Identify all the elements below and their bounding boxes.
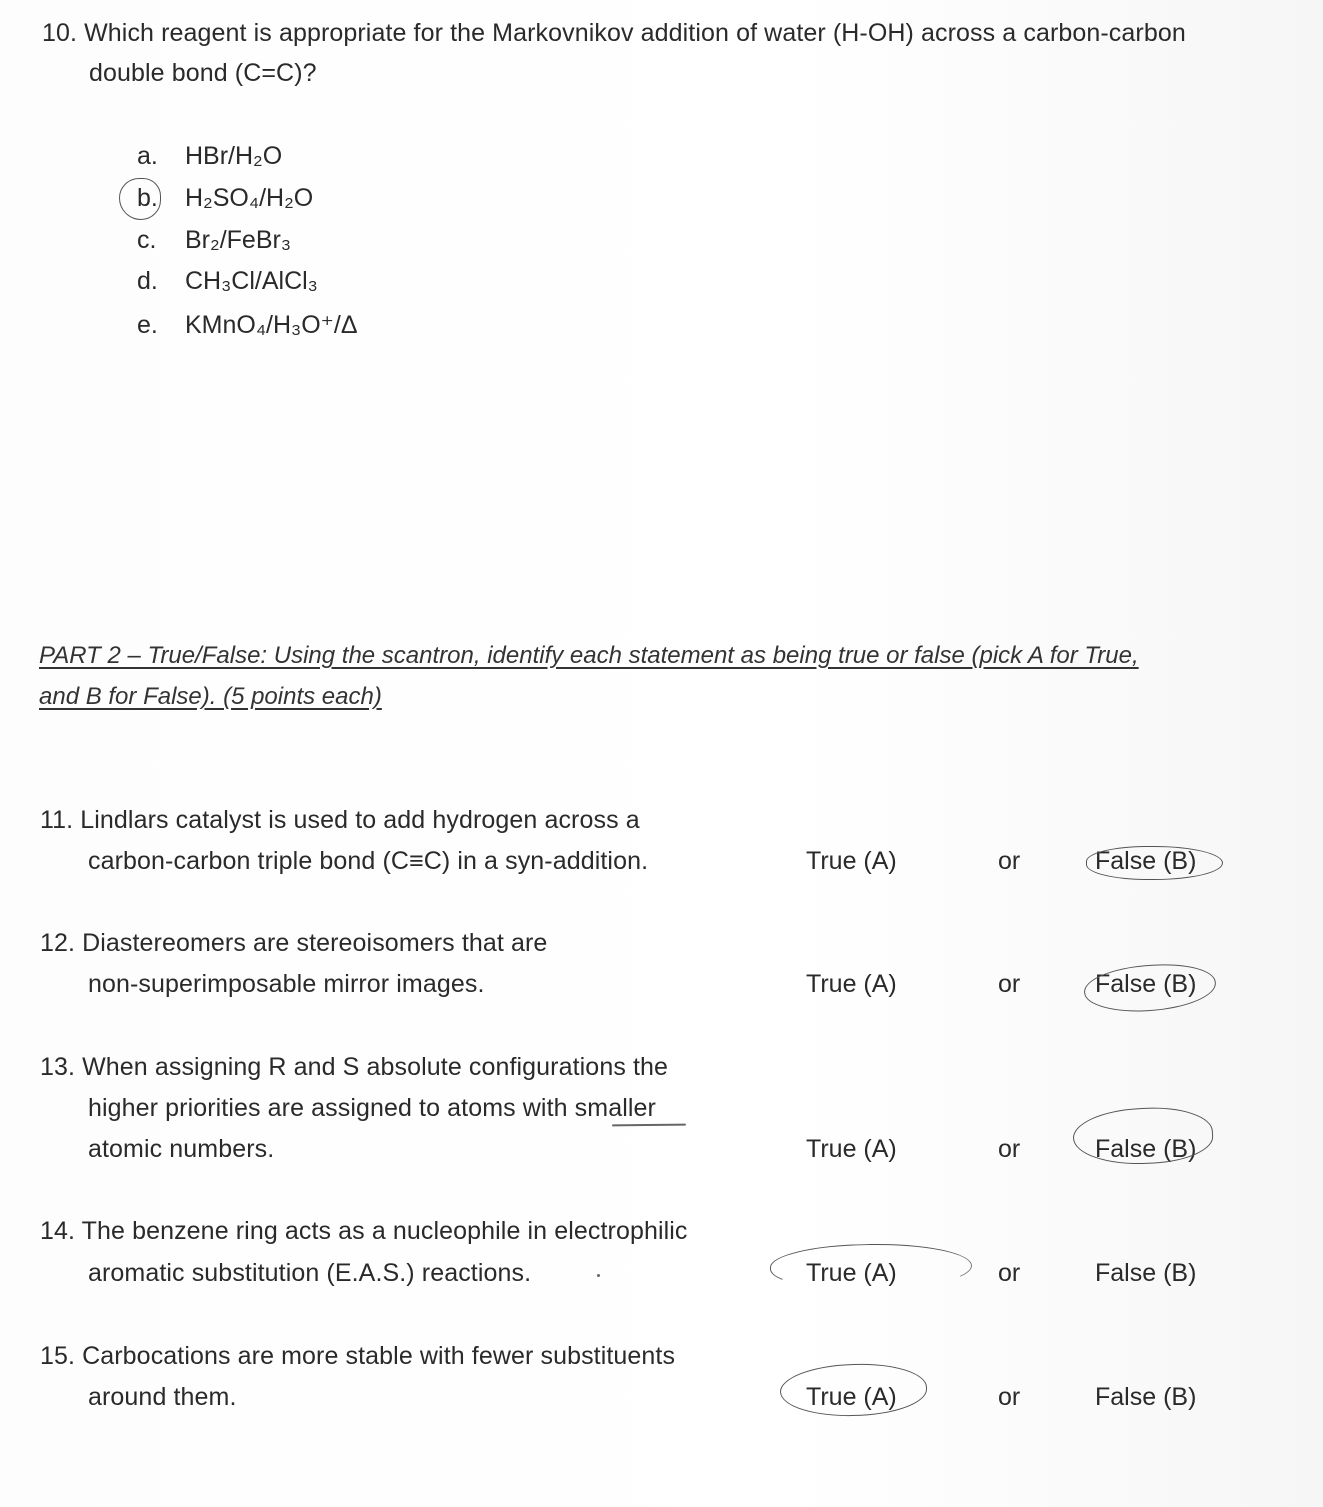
q15-false-option: False (B): [1095, 1383, 1197, 1411]
part2-instructions-line-1: PART 2 – True/False: Using the scantron, identify each statement as being true or false (pick A for True,: [39, 642, 1139, 669]
q10-option-a-letter: a.: [137, 142, 158, 170]
q10-line-2: double bond (C=C)?: [89, 59, 317, 87]
q12-true-option: True (A): [806, 970, 897, 998]
q14-true-option: True (A): [806, 1259, 897, 1287]
q15-or: or: [998, 1383, 1021, 1411]
q14-line-1: 14. The benzene ring acts as a nucleophile in electrophilic: [40, 1217, 688, 1245]
q13-or: or: [998, 1135, 1021, 1163]
q12-false-option: False (B): [1095, 970, 1197, 998]
q11-line-2: carbon-carbon triple bond (C≡C) in a syn-addition.: [88, 847, 649, 875]
q10-option-e-letter: e.: [137, 311, 158, 339]
q12-or: or: [998, 970, 1021, 998]
q13-false-option: False (B): [1095, 1135, 1197, 1163]
q15-true-option: True (A): [806, 1383, 897, 1411]
q12-line-2: non-superimposable mirror images.: [88, 970, 485, 998]
q10-option-b-letter: b.: [137, 184, 158, 212]
q11-or: or: [998, 847, 1021, 875]
q10-option-d-text: CH₃Cl/AlCl₃: [185, 267, 318, 295]
q10-option-b-text: H₂SO₄/H₂O: [185, 184, 314, 212]
q13-true-option: True (A): [806, 1135, 897, 1163]
q14-line-2: aromatic substitution (E.A.S.) reactions.: [88, 1259, 532, 1287]
q11-false-option: False (B): [1095, 847, 1197, 875]
q11-true-option: True (A): [806, 847, 897, 875]
q14-or: or: [998, 1259, 1021, 1287]
stray-dot-mark: [597, 1274, 600, 1277]
q13-line-2: higher priorities are assigned to atoms with smaller: [88, 1094, 656, 1122]
q15-line-1: 15. Carbocations are more stable with fewer substituents: [40, 1342, 676, 1370]
q10-option-e-text: KMnO₄/H₃O⁺/Δ: [185, 311, 358, 339]
q10-option-c-letter: c.: [137, 226, 157, 254]
q10-line-1: 10. Which reagent is appropriate for the Markovnikov addition of water (H-OH) across a carbon-carbon: [42, 19, 1186, 47]
q10-option-a-text: HBr/H₂O: [185, 142, 283, 170]
part2-instructions-line-2: and B for False). (5 points each): [39, 683, 382, 710]
q10-option-d-letter: d.: [137, 267, 158, 295]
q15-line-2: around them.: [88, 1383, 237, 1411]
q13-line-1: 13. When assigning R and S absolute configurations the: [40, 1053, 669, 1081]
q10-option-c-text: Br₂/FeBr₃: [185, 226, 292, 254]
q13-line-3: atomic numbers.: [88, 1135, 275, 1163]
q14-false-option: False (B): [1095, 1259, 1197, 1287]
q12-line-1: 12. Diastereomers are stereoisomers that are: [40, 929, 548, 957]
q11-line-1: 11. Lindlars catalyst is used to add hydrogen across a: [40, 806, 640, 834]
smaller-underline-mark: [612, 1124, 686, 1127]
